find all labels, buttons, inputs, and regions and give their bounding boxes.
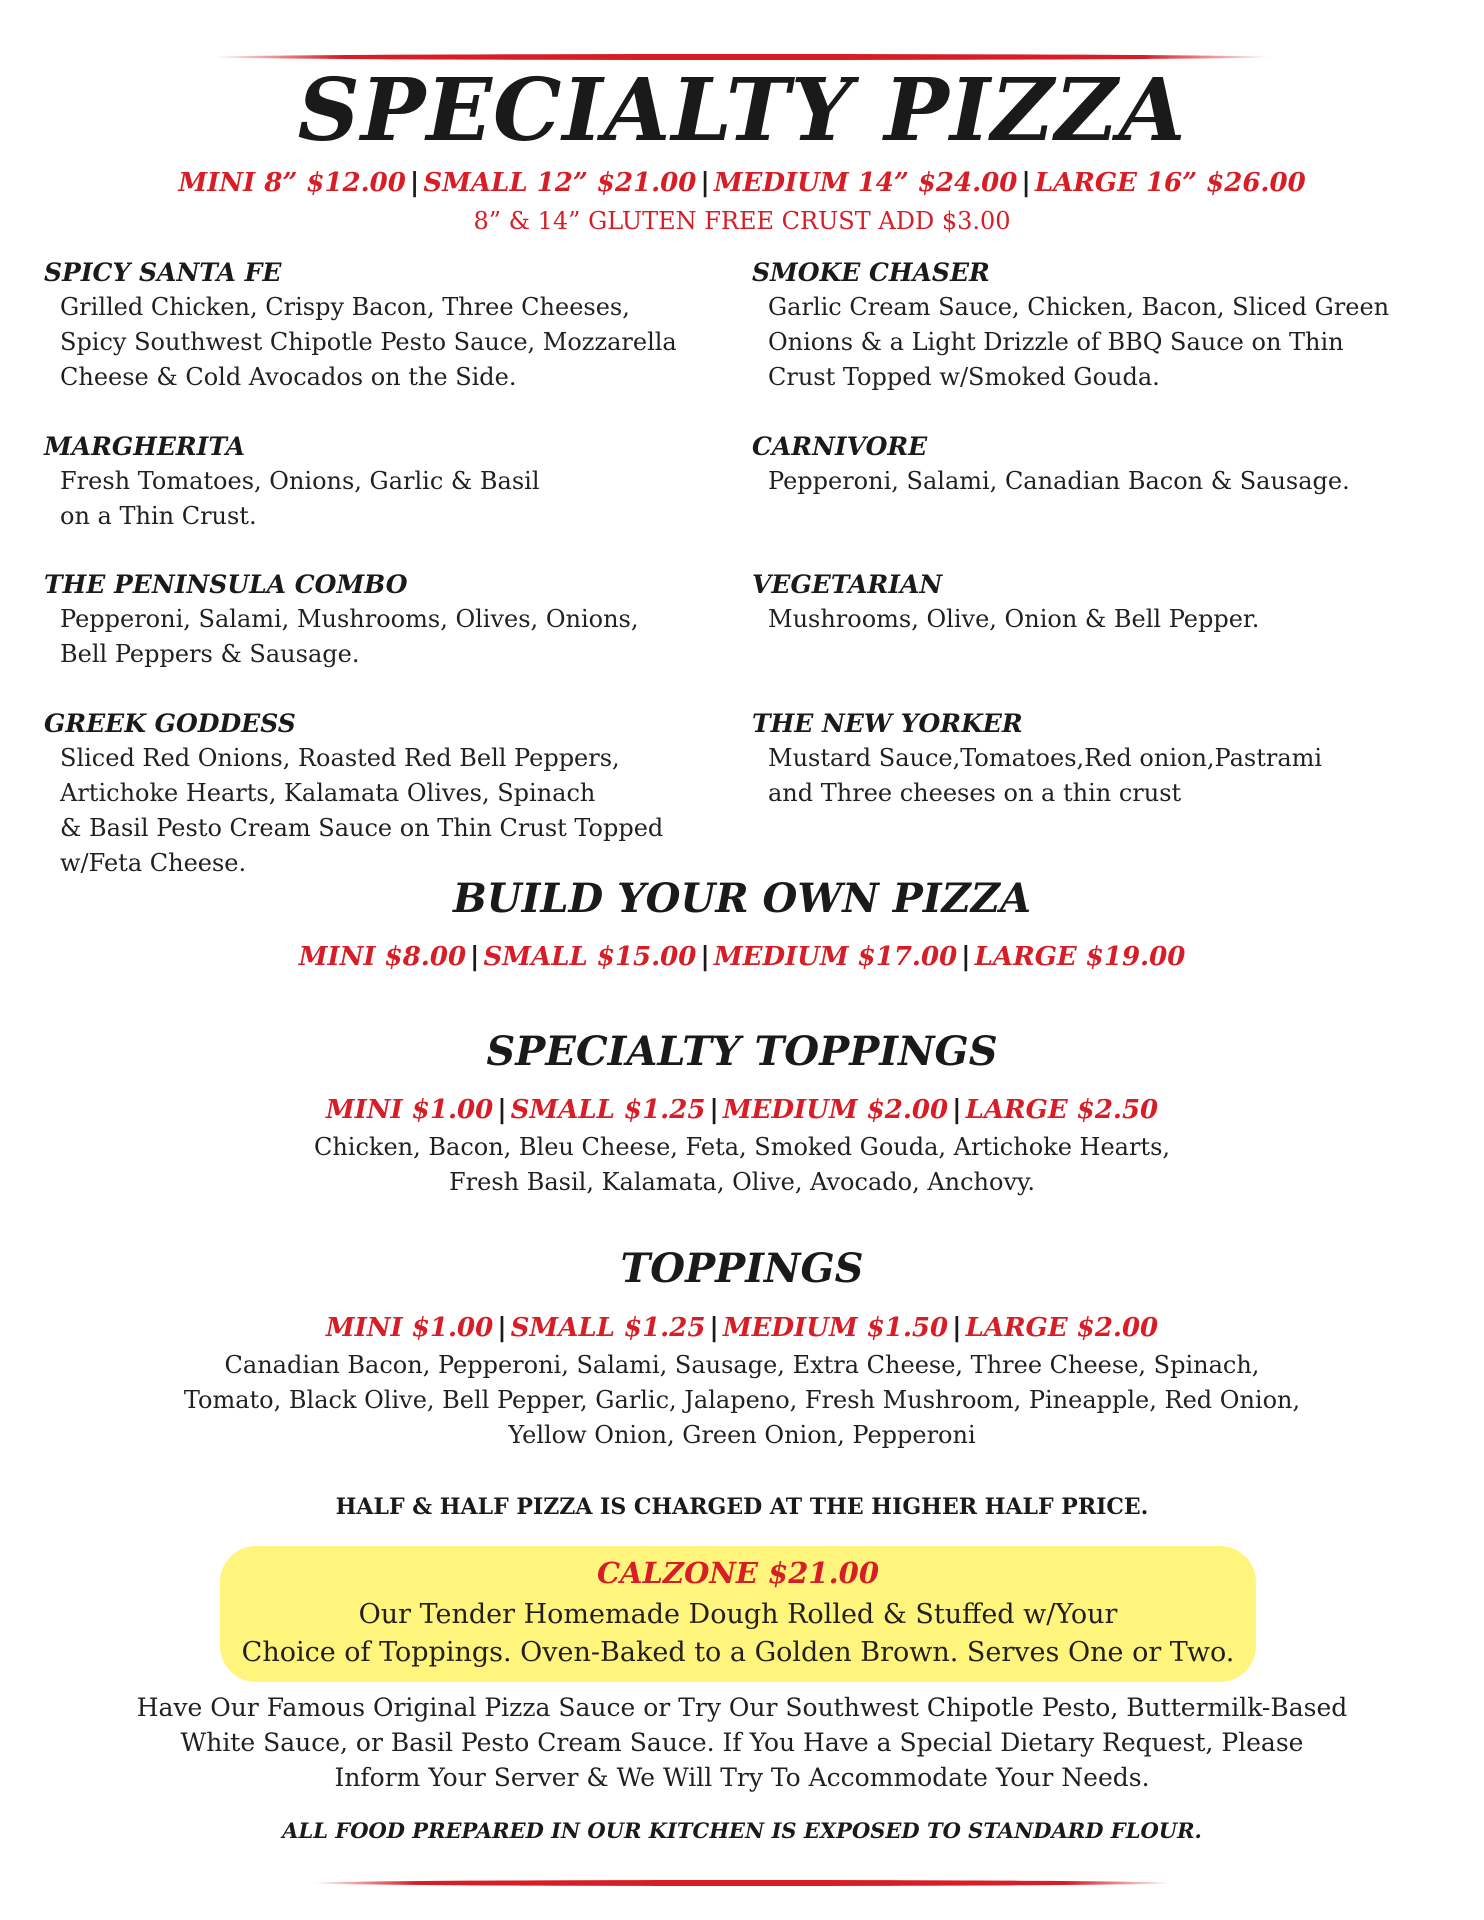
specialty-toppings-prices: MINI $1.00 | SMALL $1.25 | MEDIUM $2.00 | LARGE $2.50 <box>325 1095 1159 1125</box>
page-title: SPECIALTY PIZZA <box>297 60 1187 161</box>
item-name: VEGETARIAN <box>752 570 943 599</box>
item-name: MARGHERITA <box>44 432 245 461</box>
menu-item-spicy-santa-fe <box>44 256 744 395</box>
price-mini: MINI $1.00 <box>325 1095 494 1125</box>
calzone-title: CALZONE $21.00 <box>596 1556 880 1590</box>
price-medium: MEDIUM $1.50 <box>722 1313 949 1343</box>
item-description: Pepperoni, Salami, Mushrooms, Olives, Onions, Bell Peppers & Sausage. <box>60 605 639 668</box>
gluten-free-note: 8” & 14” GLUTEN FREE CRUST ADD $3.00 <box>473 207 1011 235</box>
item-description: Mushrooms, Olive, Onion & Bell Pepper. <box>768 605 1260 633</box>
toppings-title: TOPPINGS <box>620 1245 864 1292</box>
menu-item-vegetarian <box>752 568 1452 637</box>
item-description: Sliced Red Onions, Roasted Red Bell Peppers, Artichoke Hearts, Kalamata Olives, Spinach & Basil Pesto Cream Sauce on Thin Crust Topped w/Feta Cheese. <box>60 744 664 877</box>
menu-item-margherita <box>44 430 744 534</box>
price-medium: MEDIUM $2.00 <box>722 1095 949 1125</box>
item-description: Grilled Chicken, Crispy Bacon, Three Cheeses, Spicy Southwest Chipotle Pesto Sauce, Mozzarella Cheese & Cold Avocados on the Side. <box>60 293 677 391</box>
price-large: LARGE $2.00 <box>965 1313 1159 1343</box>
price-large: LARGE $19.00 <box>974 942 1186 972</box>
specialty-toppings-title: SPECIALTY TOPPINGS <box>486 1028 998 1075</box>
price-small: SMALL $1.25 <box>510 1313 706 1343</box>
price-medium: MEDIUM 14” $24.00 <box>713 168 1018 198</box>
half-half-note: HALF & HALF PIZZA IS CHARGED AT THE HIGHER HALF PRICE. <box>335 1494 1149 1520</box>
price-large: LARGE $2.50 <box>965 1095 1159 1125</box>
menu-item-new-yorker <box>752 707 1452 811</box>
item-name: THE NEW YORKER <box>752 709 1023 738</box>
toppings-prices: MINI $1.00 | SMALL $1.25 | MEDIUM $1.50 | LARGE $2.00 <box>325 1313 1159 1343</box>
calzone-box <box>220 1546 1256 1682</box>
item-name: SPICY SANTA FE <box>44 258 282 287</box>
item-description: Fresh Tomatoes, Onions, Garlic & Basil on a Thin Crust. <box>60 467 540 530</box>
price-small: SMALL 12” $21.00 <box>423 168 697 198</box>
menu-item-smoke-chaser <box>752 256 1452 395</box>
item-description: Mustard Sauce,Tomatoes,Red onion,Pastrami and Three cheeses on a thin crust <box>768 744 1323 807</box>
price-small: SMALL $1.25 <box>510 1095 706 1125</box>
menu-item-peninsula-combo <box>44 568 744 672</box>
price-large: LARGE 16” $26.00 <box>1034 168 1306 198</box>
calzone-description: Our Tender Homemade Dough Rolled & Stuffed w/Your Choice of Toppings. Oven-Baked to a Golden Brown. Serves One or Two. <box>241 1599 1235 1668</box>
item-name: SMOKE CHASER <box>752 258 990 287</box>
price-small: SMALL $15.00 <box>483 942 697 972</box>
sauce-dietary-note: Have Our Famous Original Pizza Sauce or Try Our Southwest Chipotle Pesto, Buttermilk-Based White Sauce, or Basil Pesto Cream Sauce. If You Have a Special Dietary Request, Please Inform Your Server & We Will Try To Accommodate Your Needs. <box>136 1693 1348 1792</box>
build-your-own-prices: MINI $8.00 | SMALL $15.00 | MEDIUM $17.00 | LARGE $19.00 <box>298 942 1186 972</box>
flour-warning: ALL FOOD PREPARED IN OUR KITCHEN IS EXPOSED TO STANDARD FLOUR. <box>282 1818 1202 1843</box>
build-your-own-title: BUILD YOUR OWN PIZZA <box>452 875 1032 922</box>
specialty-toppings-list: Chicken, Bacon, Bleu Cheese, Feta, Smoked Gouda, Artichoke Hearts, Fresh Basil, Kalamata, Olive, Avocado, Anchovy. <box>313 1133 1171 1196</box>
item-name: THE PENINSULA COMBO <box>44 570 408 599</box>
price-mini: MINI $8.00 <box>298 942 467 972</box>
price-mini: MINI 8” $12.00 <box>178 168 406 198</box>
item-name: CARNIVORE <box>752 432 928 461</box>
specialty-size-prices: MINI 8” $12.00 | SMALL 12” $21.00 | MEDIUM 14” $24.00 | LARGE 16” $26.00 <box>178 168 1306 198</box>
item-description: Garlic Cream Sauce, Chicken, Bacon, Sliced Green Onions & a Light Drizzle of BBQ Sauce on Thin Crust Topped w/Smoked Gouda. <box>768 293 1390 391</box>
price-mini: MINI $1.00 <box>325 1313 494 1343</box>
price-medium: MEDIUM $17.00 <box>713 942 958 972</box>
item-name: GREEK GODDESS <box>44 709 296 738</box>
item-description: Pepperoni, Salami, Canadian Bacon & Sausage. <box>768 467 1350 495</box>
menu-item-carnivore <box>752 430 1452 499</box>
menu-item-greek-goddess <box>44 707 744 881</box>
bottom-divider <box>312 1880 1172 1886</box>
toppings-list: Canadian Bacon, Pepperoni, Salami, Sausage, Extra Cheese, Three Cheese, Spinach, Tomato, Black Olive, Bell Pepper, Garlic, Jalapeno, Fresh Mushroom, Pineapple, Red Onion, Yellow Onion, Green Onion, Pepperoni <box>183 1351 1301 1449</box>
